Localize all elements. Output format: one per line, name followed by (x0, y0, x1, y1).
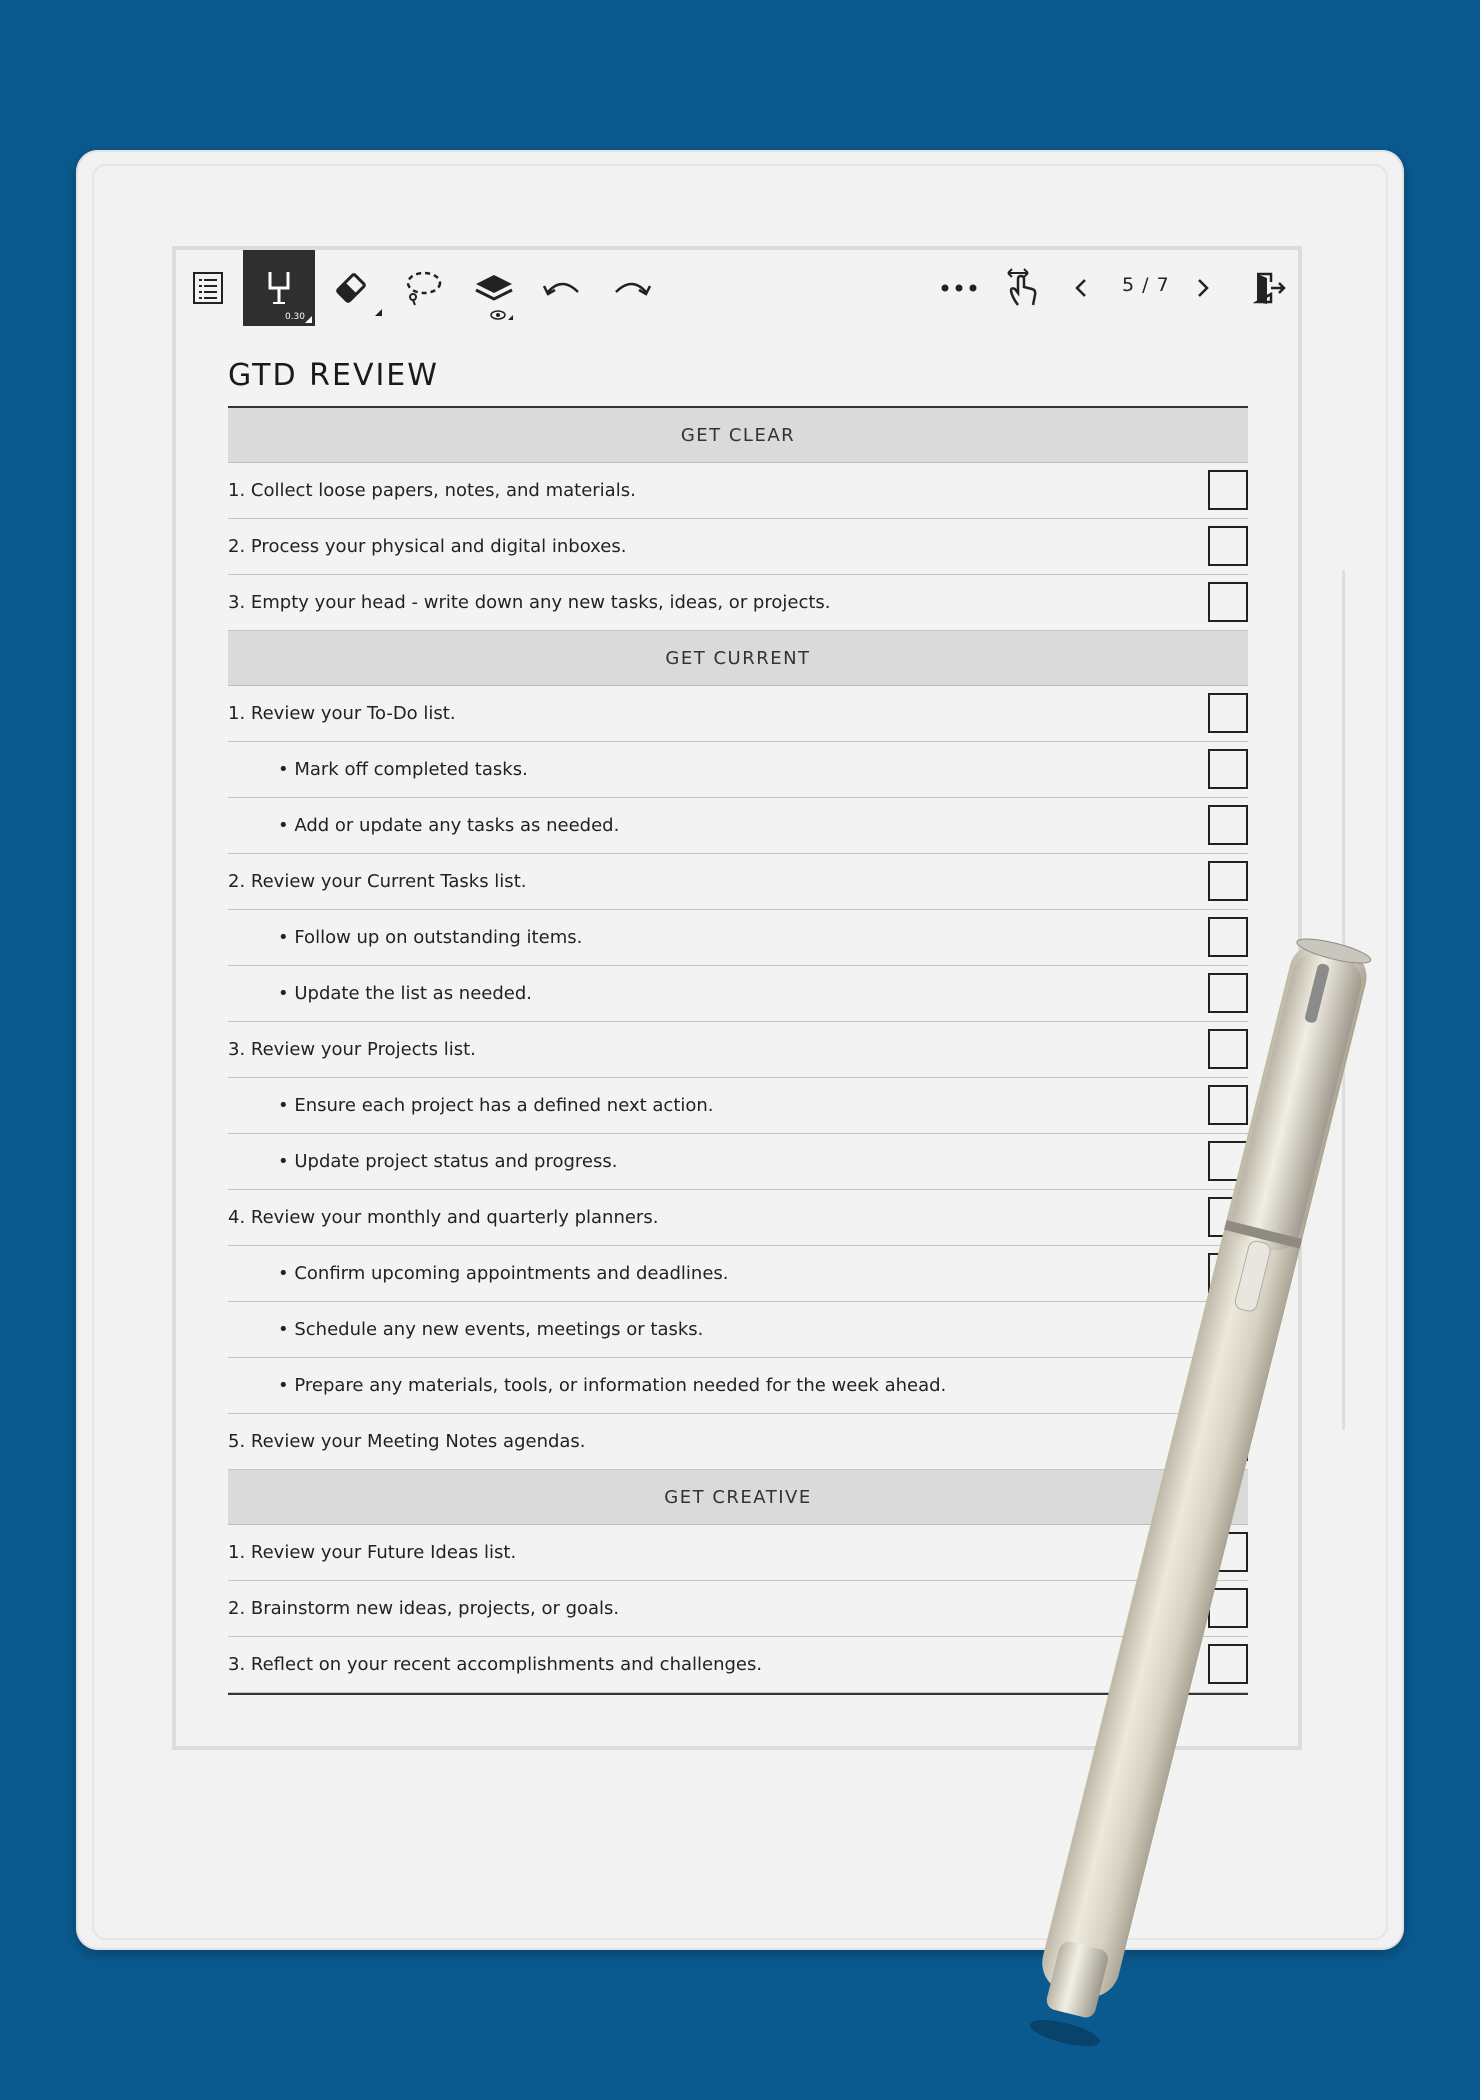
exit-button[interactable] (1248, 266, 1292, 310)
pen-options-indicator (305, 316, 312, 323)
redo-button[interactable] (608, 266, 656, 310)
checkbox[interactable] (1208, 1197, 1248, 1237)
page-title: GTD REVIEW (228, 358, 439, 393)
section-heading: GET CURRENT (228, 631, 1248, 686)
checklist-item-text: • Follow up on outstanding items. (278, 927, 583, 948)
checkbox[interactable] (1208, 1253, 1248, 1293)
checklist-item-text: • Prepare any materials, tools, or information needed for the week ahead. (278, 1375, 947, 1396)
checkbox[interactable] (1208, 1644, 1248, 1684)
checkbox[interactable] (1208, 1309, 1248, 1349)
more-icon (939, 283, 979, 293)
checkbox[interactable] (1208, 1365, 1248, 1405)
checkbox[interactable] (1208, 526, 1248, 566)
redo-icon (612, 276, 652, 300)
checkbox[interactable] (1208, 582, 1248, 622)
checkbox[interactable] (1208, 973, 1248, 1013)
checklist-row (228, 686, 1248, 742)
checklist-row (228, 854, 1248, 910)
checklist-item-text: 2. Review your Current Tasks list. (228, 871, 527, 892)
layer-options-indicator (508, 315, 513, 320)
checkbox[interactable] (1208, 805, 1248, 845)
checklist-item-text: 3. Empty your head - write down any new tasks, ideas, or projects. (228, 592, 831, 613)
checklist-row (228, 966, 1248, 1022)
checklist-row (228, 519, 1248, 575)
checklist-row (228, 1302, 1248, 1358)
previous-page-button[interactable] (1064, 268, 1098, 308)
checklist-item-text: 2. Brainstorm new ideas, projects, or goals. (228, 1598, 620, 1619)
checklist-row (228, 1134, 1248, 1190)
checklist-item-text: 1. Collect loose papers, notes, and materials. (228, 480, 636, 501)
eraser-options-indicator (375, 309, 382, 316)
checkbox[interactable] (1208, 749, 1248, 789)
checklist-row (228, 798, 1248, 854)
checklist-row (228, 463, 1248, 519)
layer-visibility-icon[interactable] (481, 308, 515, 322)
toolbar (176, 250, 1298, 326)
checklist-item-text: 1. Review your To-Do list. (228, 703, 456, 724)
checklist-row (228, 910, 1248, 966)
checklist-row (228, 1246, 1248, 1302)
checklist-item-text: • Mark off completed tasks. (278, 759, 528, 780)
checklist-row (228, 1022, 1248, 1078)
undo-icon (542, 276, 582, 300)
tablet-screen (172, 246, 1302, 1750)
checklist-row (228, 1190, 1248, 1246)
eraser-icon (331, 268, 371, 308)
checklist-item-text: • Ensure each project has a defined next action. (278, 1095, 714, 1116)
eraser-tool-button[interactable] (326, 264, 376, 312)
layers-icon (472, 269, 516, 305)
checklist-item-text: • Confirm upcoming appointments and deadlines. (278, 1263, 729, 1284)
pen-size-label: 0.30 (284, 312, 305, 322)
lasso-tool-button[interactable] (398, 264, 448, 312)
checklist-row (228, 742, 1248, 798)
next-page-button[interactable] (1186, 268, 1220, 308)
layers-button[interactable] (468, 264, 520, 310)
checklist-row (228, 1078, 1248, 1134)
checkbox[interactable] (1208, 1421, 1248, 1461)
checkbox[interactable] (1208, 470, 1248, 510)
checklist-item-text: 4. Review your monthly and quarterly planners. (228, 1207, 659, 1228)
checkbox[interactable] (1208, 1588, 1248, 1628)
pen-icon (262, 268, 296, 308)
checklist-item-text: 3. Review your Projects list. (228, 1039, 476, 1060)
chevron-left-icon (1074, 277, 1088, 299)
section-heading: GET CLEAR (228, 408, 1248, 463)
checkbox[interactable] (1208, 1029, 1248, 1069)
checklist-item-text: 1. Review your Future Ideas list. (228, 1542, 517, 1563)
checklist-row (228, 575, 1248, 631)
swipe-gesture-button[interactable] (998, 262, 1046, 314)
checkbox[interactable] (1208, 1141, 1248, 1181)
lasso-icon (402, 267, 444, 309)
checklist-table (228, 406, 1248, 1695)
checkbox[interactable] (1208, 861, 1248, 901)
checkbox[interactable] (1208, 693, 1248, 733)
checklist-item-text: • Schedule any new events, meetings or tasks. (278, 1319, 704, 1340)
checkbox[interactable] (1208, 1532, 1248, 1572)
checklist-item-text: • Update project status and progress. (278, 1151, 618, 1172)
page-indicator: 5 / 7 (1122, 274, 1170, 296)
checklist-row (228, 1581, 1248, 1637)
checklist-row (228, 1358, 1248, 1414)
checklist-item-text: 5. Review your Meeting Notes agendas. (228, 1431, 586, 1452)
more-options-button[interactable] (936, 270, 982, 306)
hand-gesture-icon (1002, 265, 1042, 311)
checklist-row (228, 1637, 1248, 1693)
checkbox[interactable] (1208, 1085, 1248, 1125)
pen-tool-button[interactable] (243, 250, 315, 326)
checkbox[interactable] (1208, 917, 1248, 957)
undo-button[interactable] (538, 266, 586, 310)
checklist-item-text: 2. Process your physical and digital inboxes. (228, 536, 627, 557)
checklist-item-text: 3. Reflect on your recent accomplishments and challenges. (228, 1654, 763, 1675)
checklist-item-text: • Update the list as needed. (278, 983, 533, 1004)
side-button-strip (1342, 570, 1345, 1430)
checklist-item-text: • Add or update any tasks as needed. (278, 815, 620, 836)
exit-icon (1253, 270, 1287, 306)
checklist-row (228, 1525, 1248, 1581)
chevron-right-icon (1196, 277, 1210, 299)
section-heading: GET CREATIVE (228, 1470, 1248, 1525)
checklist-row (228, 1414, 1248, 1470)
table-of-contents-icon[interactable] (186, 266, 230, 310)
